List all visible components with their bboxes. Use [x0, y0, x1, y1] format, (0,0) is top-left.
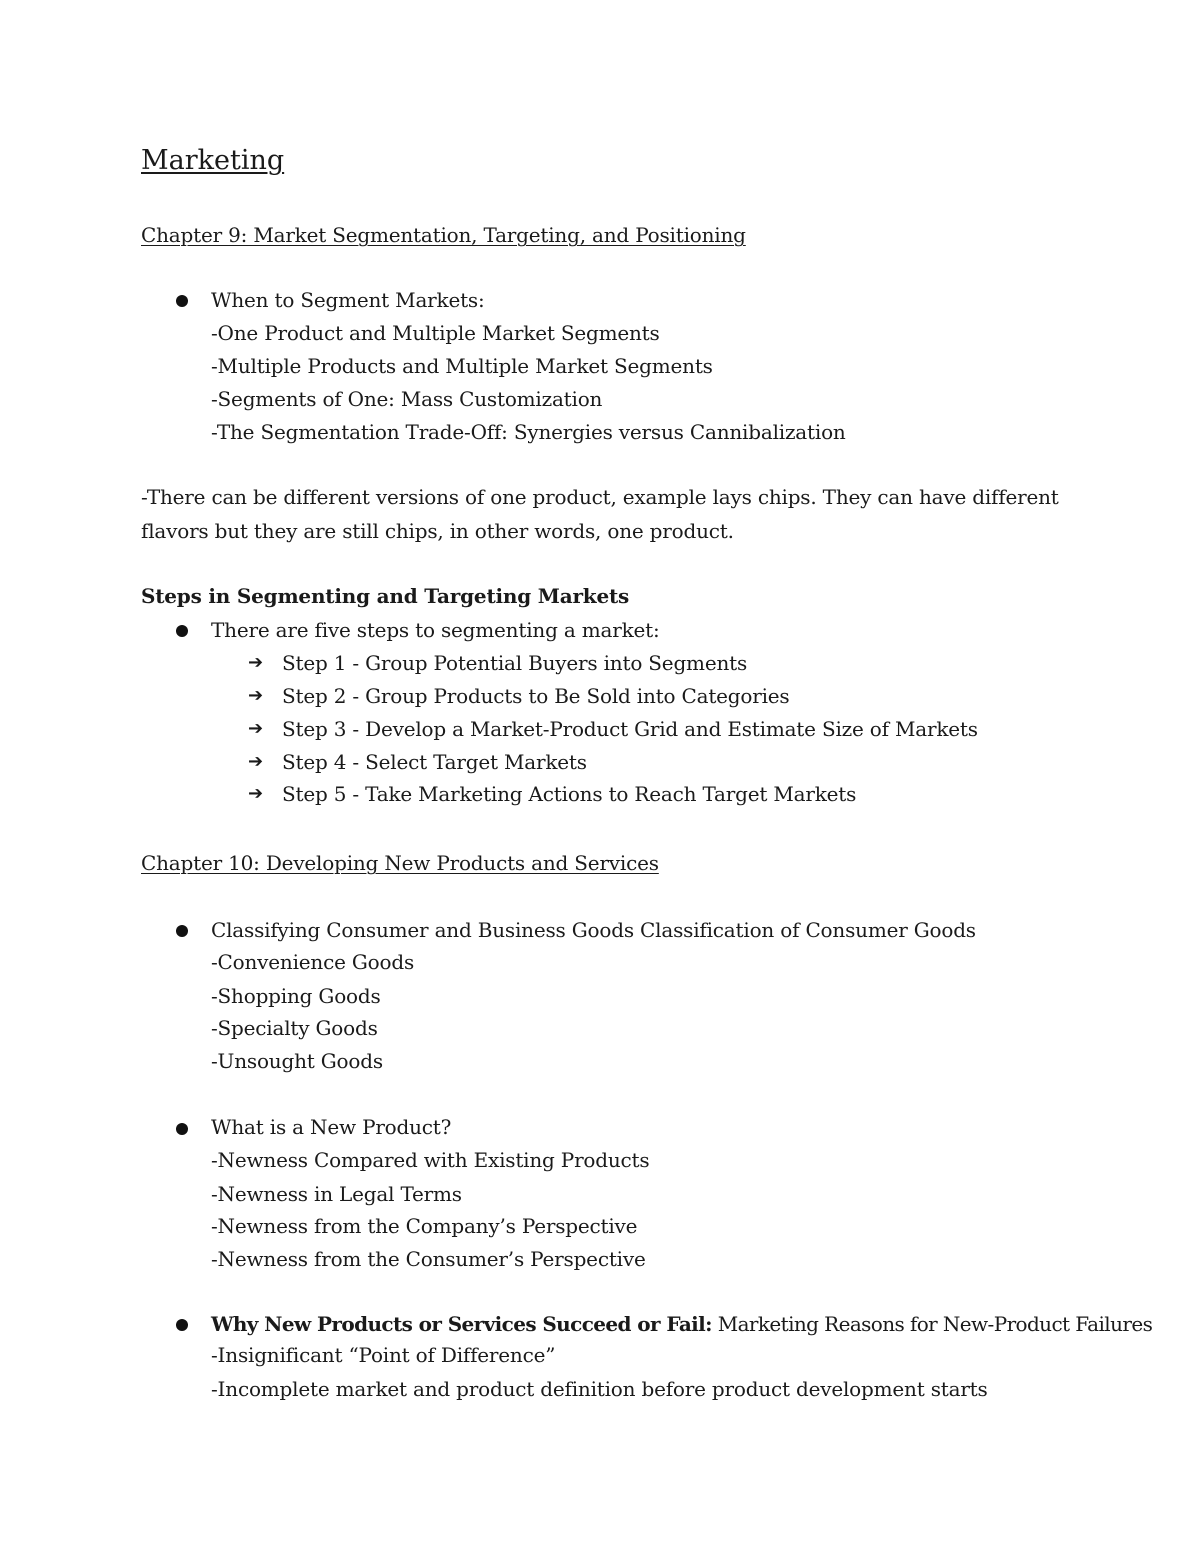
page-title: Marketing: [141, 145, 285, 176]
list-item: -Incomplete market and product definition before product development starts: [211, 1377, 988, 1401]
why-fail-bullet: [211, 1311, 1152, 1337]
list-item: -Segments of One: Mass Customization: [211, 387, 603, 411]
right-arrow-icon: ➔: [248, 685, 264, 706]
steps-bullet: There are five steps to segmenting a market:: [211, 618, 660, 642]
why-fail-bold: Why New Products or Services Succeed or Fail:: [211, 1312, 712, 1336]
bullet-icon: [176, 925, 188, 937]
right-arrow-icon: ➔: [248, 783, 264, 804]
list-item: -Insignificant “Point of Difference”: [211, 1343, 556, 1367]
list-item: -Specialty Goods: [211, 1016, 378, 1040]
right-arrow-icon: ➔: [248, 751, 264, 772]
list-item: -Multiple Products and Multiple Market Segments: [211, 354, 713, 378]
chapter-10-heading: Chapter 10: Developing New Products and Services: [141, 851, 659, 875]
when-to-segment-bullet: When to Segment Markets:: [211, 288, 485, 312]
list-item: -Newness from the Company’s Perspective: [211, 1214, 638, 1238]
list-item: -Unsought Goods: [211, 1049, 383, 1073]
bullet-icon: [176, 1123, 188, 1135]
right-arrow-icon: ➔: [248, 718, 264, 739]
step-item: Step 2 - Group Products to Be Sold into Categories: [282, 684, 790, 708]
step-item: Step 4 - Select Target Markets: [282, 750, 587, 774]
step-item: Step 1 - Group Potential Buyers into Segments: [282, 651, 748, 675]
bullet-icon: [176, 625, 188, 637]
bullet-icon: [176, 295, 188, 307]
why-fail-rest: Marketing Reasons for New-Product Failures: [711, 1312, 1153, 1336]
step-item: Step 3 - Develop a Market-Product Grid and Estimate Size of Markets: [282, 717, 978, 741]
list-item: -Newness from the Consumer’s Perspective: [211, 1247, 646, 1271]
list-item: -One Product and Multiple Market Segments: [211, 321, 660, 345]
list-item: -Newness in Legal Terms: [211, 1182, 462, 1206]
chapter-9-heading: Chapter 9: Market Segmentation, Targeting, and Positioning: [141, 223, 746, 247]
bullet-icon: [176, 1319, 188, 1331]
list-item: -Shopping Goods: [211, 984, 381, 1008]
list-item: -Convenience Goods: [211, 950, 415, 974]
note-line-2: flavors but they are still chips, in other words, one product.: [141, 519, 734, 543]
note-line-1: -There can be different versions of one product, example lays chips. They can have different: [141, 485, 1059, 509]
step-item: Step 5 - Take Marketing Actions to Reach Target Markets: [282, 782, 857, 806]
right-arrow-icon: ➔: [248, 652, 264, 673]
new-product-bullet: What is a New Product?: [211, 1115, 452, 1139]
classify-bullet: Classifying Consumer and Business Goods Classification of Consumer Goods: [211, 918, 976, 942]
steps-heading: Steps in Segmenting and Targeting Markets: [141, 584, 630, 608]
list-item: -The Segmentation Trade-Off: Synergies versus Cannibalization: [211, 420, 846, 444]
list-item: -Newness Compared with Existing Products: [211, 1148, 650, 1172]
